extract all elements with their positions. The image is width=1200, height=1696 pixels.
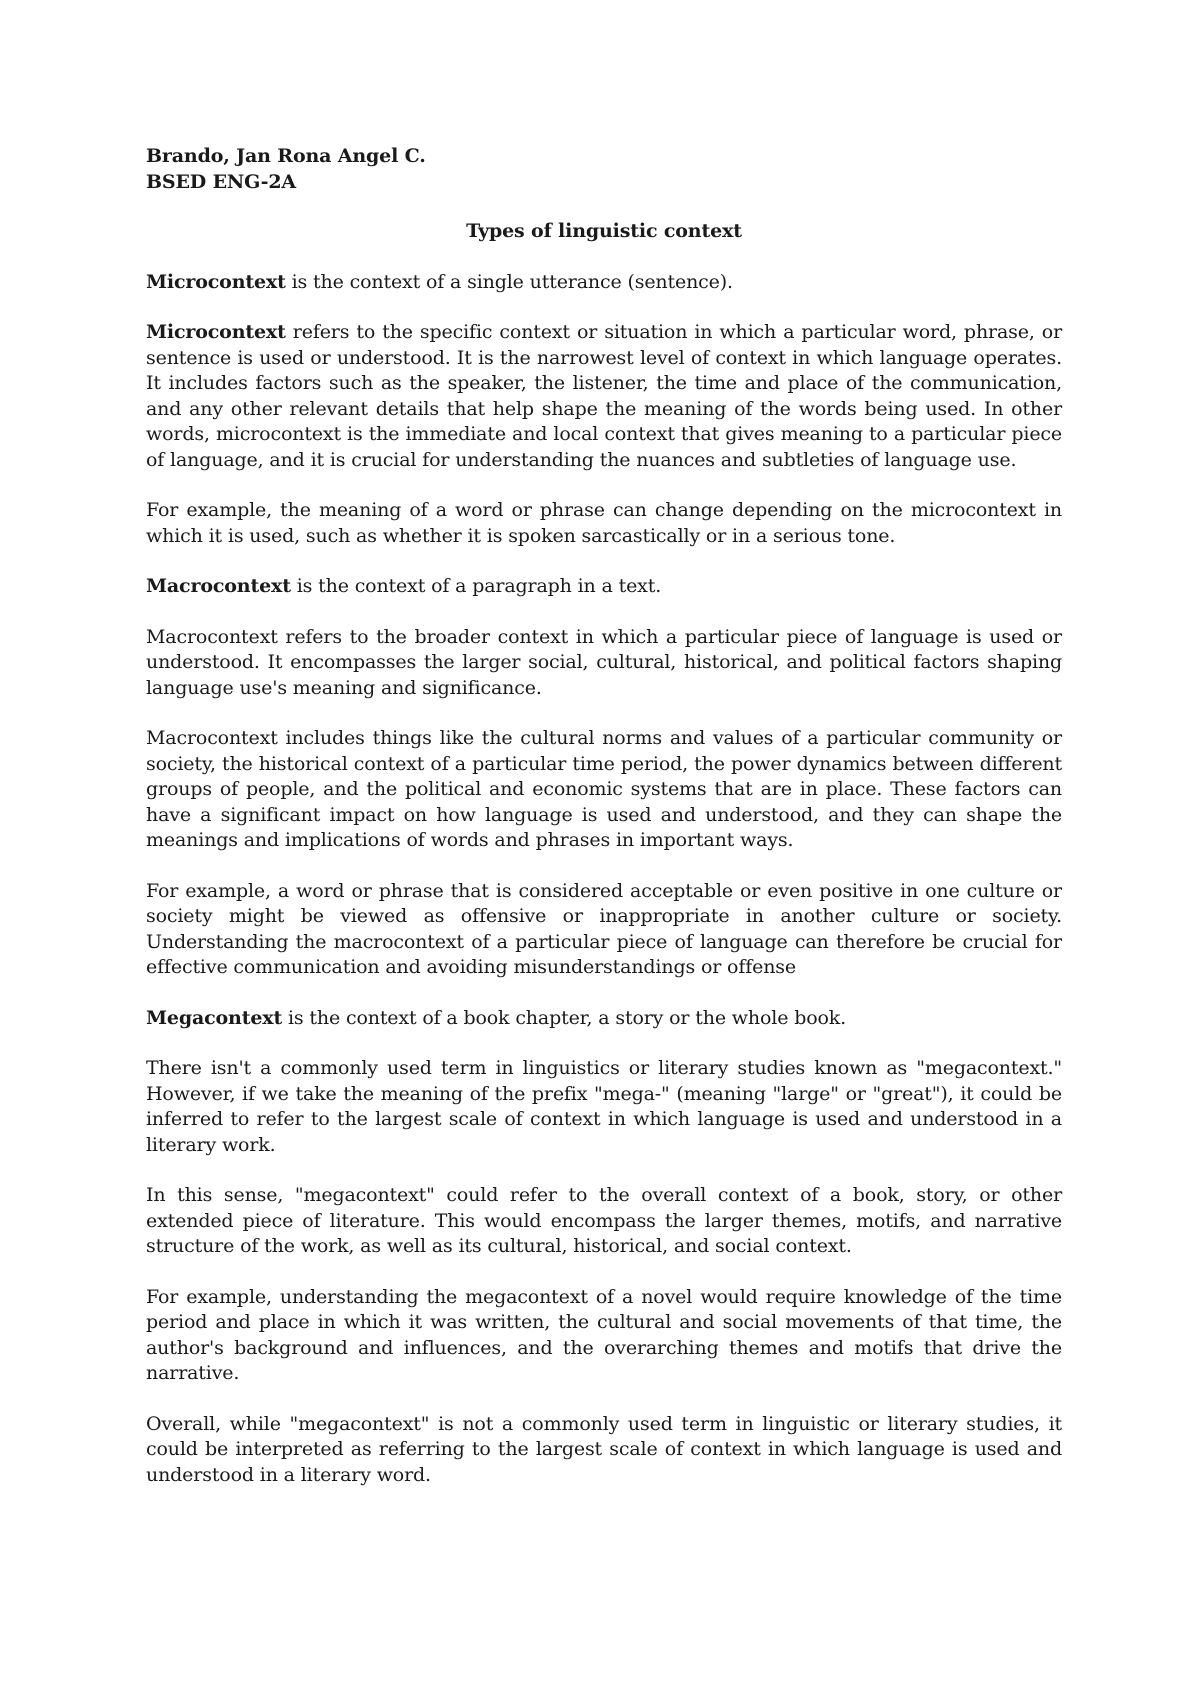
macrocontext-term: Macrocontext [146,575,291,597]
megacontext-paragraph-3: For example, understanding the megacontext of a novel would require knowledge of the time period and place in which it was written, the cultural and social movements of that time, the author's background and influences, and the overarching themes and motifs that drive the narrative. [146,1285,1062,1384]
microcontext-paragraph-2: For example, the meaning of a word or phrase can change depending on the microcontext in which it is used, such as whether it is spoken sarcastically or in a serious tone. [146,499,1062,547]
microcontext-term: Microcontext [146,270,286,293]
author-name: Brando, Jan Rona Angel C. [146,145,426,167]
microcontext-definition [146,270,1062,296]
microcontext-paragraph-1 [146,320,1062,473]
megacontext-paragraph-4: Overall, while "megacontext" is not a commonly used term in linguistic or literary studies, it could be interpreted as referring to the largest scale of context in which language is used and understood in a literary word. [146,1412,1062,1486]
microcontext-term-inline: Microcontext [146,321,286,343]
document-title: Types of linguistic context [466,220,742,242]
megacontext-definition-text: is the context of a book chapter, a story or the whole book. [282,1006,847,1029]
megacontext-term: Megacontext [146,1006,283,1029]
megacontext-paragraph-2: In this sense, "megacontext" could refer to the overall context of a book, story, or other extended piece of literature. This would encompass the larger themes, motifs, and narrative structure of the work, as well as its cultural, historical, and social context. [146,1184,1062,1257]
document-body [146,144,1062,1488]
microcontext-definition-text: is the context of a single utterance (sentence). [285,270,733,293]
macrocontext-definition-text: is the context of a paragraph in a text. [290,575,662,597]
macrocontext-paragraph-2: Macrocontext includes things like the cultural norms and values of a particular community or society, the historical context of a particular time period, the power dynamics between different groups of people, and the political and economic systems that are in place. These factors can have a significant impact on how language is used and understood, and they can shape the meanings and implications of words and phrases in important ways. [146,727,1062,851]
megacontext-definition [146,1006,1062,1032]
macrocontext-paragraph-3: For example, a word or phrase that is considered acceptable or even positive in one culture or society might be viewed as offensive or inappropriate in another culture or society. Understanding the macrocontext of a particular piece of language can therefore be crucial for effective communication and avoiding misunderstandings or offense [146,879,1062,978]
course-code: BSED ENG-2A [146,170,296,193]
megacontext-paragraph-1: There isn't a commonly used term in linguistics or literary studies known as "megacontext." However, if we take the meaning of the prefix "mega-" (meaning "large" or "great"), it could be inferred to refer to the largest scale of context in which language is used and understood in a literary work. [146,1057,1062,1156]
microcontext-paragraph-1-text: refers to the specific context or situation in which a particular word, phrase, or sentence is used or understood. It is the narrowest level of context in which language operates. It includes factors such as the speaker, the listener, the time and place of the communication, and any other relevant details that help shape the meaning of the words being used. In other words, microcontext is the immediate and local context that gives meaning to a particular piece of language, and it is crucial for understanding the nuances and subtleties of language use. [146,321,1062,471]
macrocontext-definition [146,574,1062,600]
macrocontext-paragraph-1: Macrocontext refers to the broader context in which a particular piece of language is used or understood. It encompasses the larger social, cultural, historical, and political factors shaping language use's meaning and significance. [146,625,1062,699]
